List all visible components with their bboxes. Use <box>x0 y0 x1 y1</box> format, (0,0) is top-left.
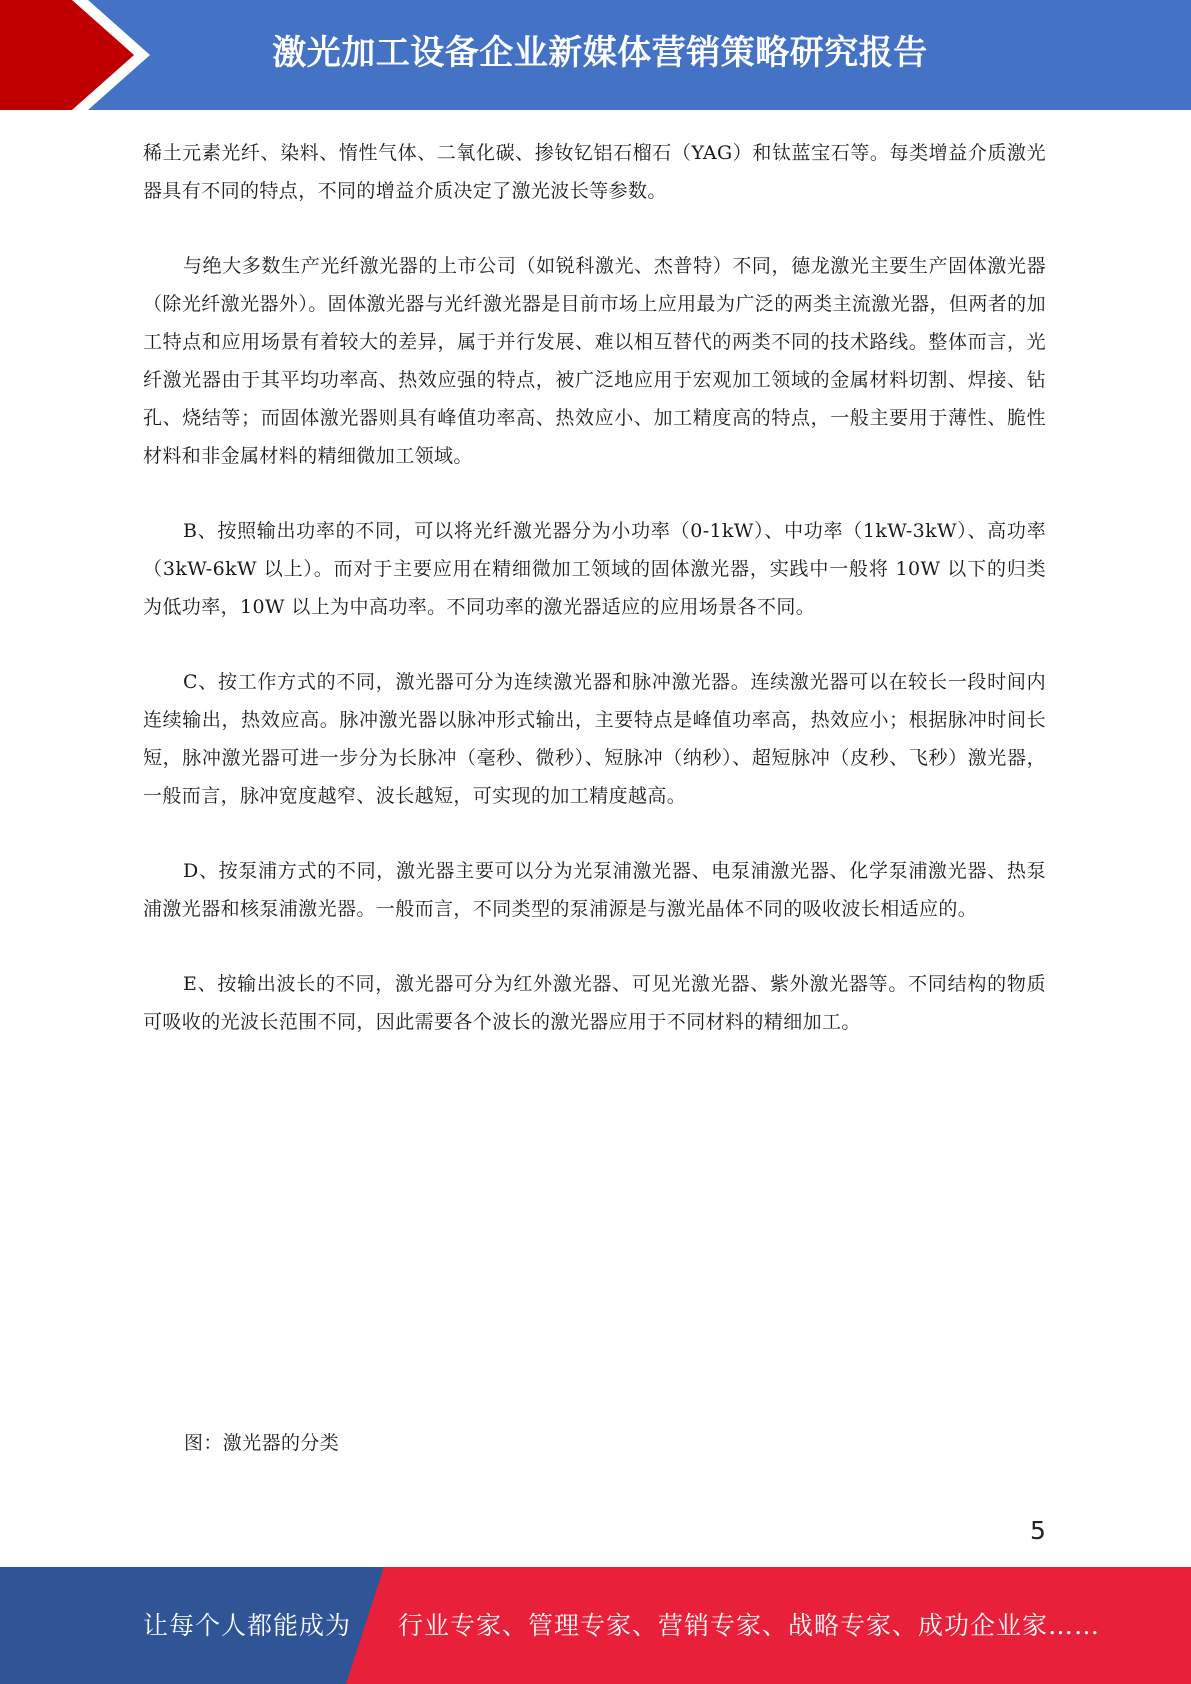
body-text <box>143 134 1046 1078</box>
report-title: 激光加工设备企业新媒体营销策略研究报告 <box>272 33 928 73</box>
paragraph-pumping-mode: D、按泵浦方式的不同，激光器主要可以分为光泵浦激光器、电泵浦激光器、化学泵浦激光器、热泵浦激光器和核泵浦激光器。一般而言，不同类型的泵浦源是与激光晶体不同的吸收波长相适应的。 <box>143 860 1046 920</box>
page-number: 5 <box>1030 1516 1046 1545</box>
paragraph-gain-media: 稀土元素光纤、染料、惰性气体、二氧化碳、掺钕钇铝石榴石（YAG）和钛蓝宝石等。每类增益介质激光器具有不同的特点，不同的增益介质决定了激光波长等参数。 <box>143 142 1046 202</box>
footer-slogan-right: 行业专家、管理专家、营销专家、战略专家、成功企业家…… <box>398 1611 1101 1640</box>
paragraph-solid-vs-fiber: 与绝大多数生产光纤激光器的上市公司（如锐科激光、杰普特）不同，德龙激光主要生产固体激光器（除光纤激光器外）。固体激光器与光纤激光器是目前市场上应用最为广泛的两类主流激光器，但两者的加工特点和应用场景有着较大的差异，属于并行发展、难以相互替代的两类不同的技术路线。整体而言，光纤激光器由于其平均功率高、热效应强的特点，被广泛地应用于宏观加工领域的金属材料切割、焊接、钻孔、烧结等；而固体激光器则具有峰值功率高、热效应小、加工精度高的特点，一般主要用于薄性、脆性材料和非金属材料的精细微加工领域。 <box>143 255 1046 467</box>
paragraph-output-power: B、按照输出功率的不同，可以将光纤激光器分为小功率（0-1kW）、中功率（1kW-3kW）、高功率（3kW-6kW 以上）。而对于主要应用在精细微加工领域的固体激光器，实践中一般将 10W 以下的归类为低功率，10W 以上为中高功率。不同功率的激光器适应的应用场景各不同。 <box>143 520 1046 618</box>
page-header <box>0 0 1191 110</box>
footer-slogan-left: 让每个人都能成为 <box>143 1611 352 1640</box>
figure-caption: 图：激光器的分类 <box>184 1432 340 1454</box>
paragraph-output-wavelength: E、按输出波长的不同，激光器可分为红外激光器、可见光激光器、紫外激光器等。不同结构的物质可吸收的光波长范围不同，因此需要各个波长的激光器应用于不同材料的精细加工。 <box>143 973 1046 1033</box>
paragraph-working-mode: C、按工作方式的不同，激光器可分为连续激光器和脉冲激光器。连续激光器可以在较长一段时间内连续输出，热效应高。脉冲激光器以脉冲形式输出，主要特点是峰值功率高，热效应小；根据脉冲时间长短，脉冲激光器可进一步分为长脉冲（毫秒、微秒）、短脉冲（纳秒）、超短脉冲（皮秒、飞秒）激光器，一般而言，脉冲宽度越窄、波长越短，可实现的加工精度越高。 <box>143 671 1046 807</box>
page-footer <box>0 1567 1191 1684</box>
